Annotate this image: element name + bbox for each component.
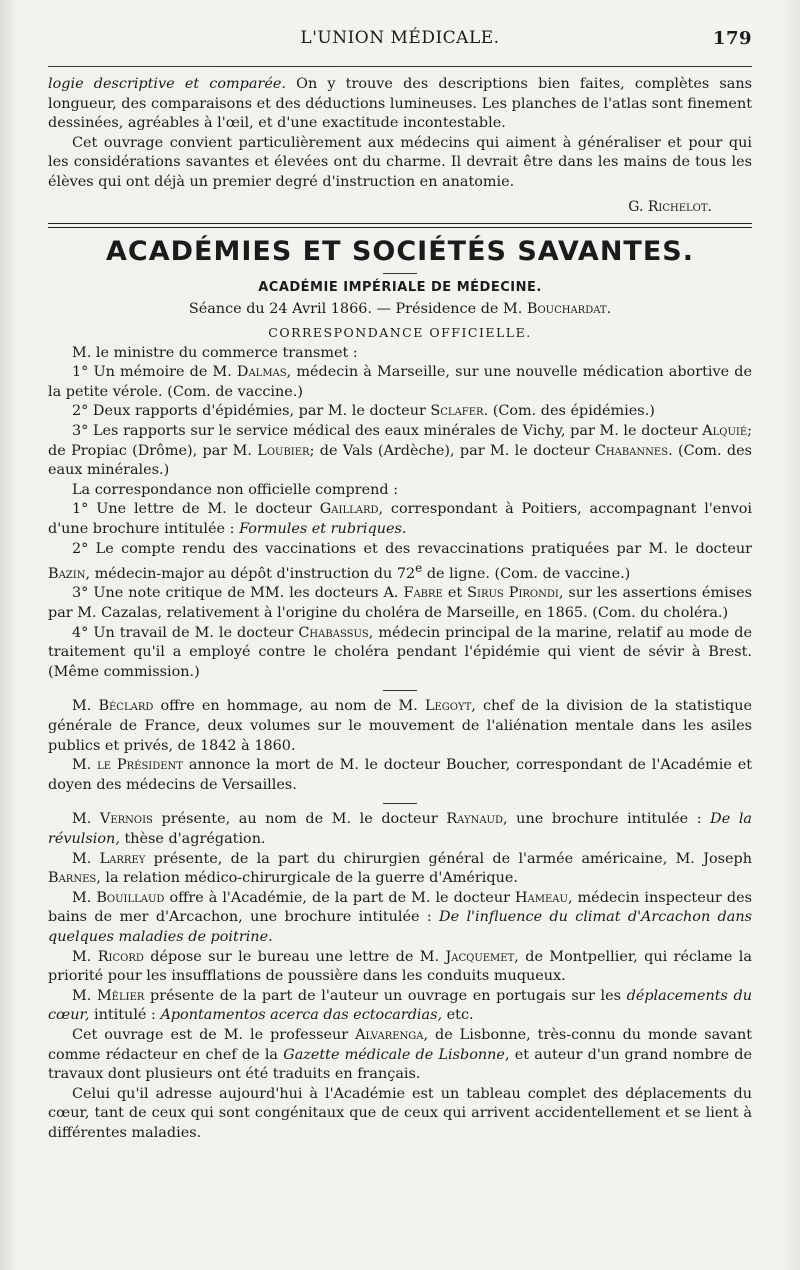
- review-italic-text: logie descriptive et comparée.: [48, 76, 286, 92]
- official-intro: M. le ministre du commerce transmet :: [72, 344, 358, 361]
- running-head: [48, 28, 752, 54]
- page-number: 179: [712, 28, 752, 49]
- unofficial-item-4: 4° Un travail de M. le docteur Chabassus, médecin principal de la marine, relatif au mode de traitement qu'il a employé contre le choléra pendant l'épidémie qui vient de sévir à Brest. (Même commission.): [48, 624, 752, 680]
- unofficial-item-1: 1° Une lettre de M. le docteur Gaillard, correspondant à Poitiers, accompagnant l'envoi d'une brochure intitulée : Formules et rubriques.: [48, 501, 752, 537]
- presentation-7: Celui qu'il adresse aujourd'hui à l'Académie est un tableau complet des déplacements du cœur, tant de ceux qui sont congénitaux que de ceux qui arrivent accidentellement et se lient à différentes maladies.: [48, 1085, 752, 1141]
- presentation-5: M. Mêlier présente de la part de l'auteur un ouvrage en portugais sur les déplacements du cœur, intitulé : Apontamentos acerca das ectocardias, etc.: [48, 987, 753, 1024]
- official-item-2: 2° Deux rapports d'épidémies, par M. le docteur Sclafer. (Com. des épidémies.): [72, 403, 655, 420]
- review-paragraph-2: Cet ouvrage convient particulièrement aux médecins qui aiment à généraliser et pour qui les considérations savantes et élevées ont du charme. Il devrait être dans les mains de tous les élèves qui ont déjà un premier degré d'instruction en anatomie.: [48, 134, 752, 190]
- header-rule: [48, 66, 752, 67]
- unofficial-item-3: 3° Une note critique de MM. les docteurs A. Fabre et Sirus Pirondi, sur les assertions émises par M. Cazalas, relativement à l'origine du choléra de Marseille, en 1865. (Com. du choléra.): [48, 585, 752, 622]
- running-title: L'UNION MÉDICALE.: [300, 28, 500, 48]
- title-divider: [383, 273, 417, 274]
- official-item-3: 3° Les rapports sur le service médical des eaux minérales de Vichy, par M. le docteur Alquié; de Propiac (Drôme), par M. Loubier; de Vals (Ardèche), par M. le docteur Chabannes. (Com. des eaux minérales.): [48, 422, 752, 479]
- presentation-4: M. Ricord dépose sur le bureau une lettre de M. Jacquemet, de Montpellier, qui réclame la priorité pour les insufflations de poussière dans les conduits muqueux.: [48, 948, 752, 985]
- presentation-3: M. Bouillaud offre à l'Académie, de la part de M. le docteur Hameau, médecin inspecteur des bains de mer d'Arcachon, une brochure intitulée : De l'influence du climat d'Arcachon dans quelques maladies de poitrine.: [48, 889, 752, 945]
- section-double-rule: [48, 223, 752, 228]
- official-item-1: 1° Un mémoire de M. Dalmas, médecin à Marseille, sur une nouvelle médication abortive de la petite vérole. (Com. de vaccine.): [48, 364, 752, 400]
- section-title: ACADÉMIES ET SOCIÉTÉS SAVANTES.: [106, 235, 694, 267]
- correspondance-heading: CORRESPONDANCE OFFICIELLE.: [268, 324, 532, 340]
- announcement-1: M. Béclard offre en hommage, au nom de M. Legoyt, chef de la division de la statistique générale de France, deux volumes sur le mouvement de l'aliénation mentale dans les asiles publics et privés, de 1842 à 1860.: [48, 698, 753, 754]
- presentation-2: M. Larrey présente, de la part du chirurgien général de l'armée américaine, M. Joseph Barnes, la relation médico-chirurgicale de la guerre d'Amérique.: [48, 850, 753, 887]
- presentation-1: M. Vernois présente, au nom de M. le docteur Raynaud, une brochure intitulée : De la révulsion, thèse d'agrégation.: [48, 811, 753, 848]
- seance-text: Séance du 24 Avril 1866. — Présidence de M.: [188, 300, 527, 317]
- unofficial-item-2: 2° Le compte rendu des vaccinations et des revaccinations pratiquées par M. le docteur Bazin, médecin-major au dépôt d'instruction du 72e de ligne. (Com. de vaccine.): [48, 540, 752, 582]
- unofficial-intro: La correspondance non officielle comprend :: [72, 481, 399, 498]
- review-text: On y trouve des descriptions bien faites, complètes sans longueur, des comparaisons et des déductions lumineuses. Les planches de l'atlas sont finement dessinées, agréables à l'œil, et d'une exactitude incontestable.: [48, 76, 753, 132]
- presentation-6: Cet ouvrage est de M. le professeur Alvarenga, de Lisbonne, très-connu du monde savant comme rédacteur en chef de la Gazette médicale de Lisbonne, et auteur d'un grand nombre de travaux dont plusieurs ont été traduits en français.: [48, 1026, 752, 1083]
- review-paragraph-1: [48, 75, 752, 134]
- separator-1: [383, 690, 417, 691]
- academy-heading: ACADÉMIE IMPÉRIALE DE MÉDECINE.: [258, 279, 542, 295]
- announcement-2: M. le Président annonce la mort de M. le docteur Boucher, correspondant de l'Académie et doyen des médecins de Versailles.: [48, 757, 752, 793]
- seance-president: Bouchardat.: [526, 300, 612, 317]
- seance-line: [48, 299, 752, 319]
- separator-2: [383, 803, 417, 804]
- review-signature: G. Richelot.: [628, 198, 712, 215]
